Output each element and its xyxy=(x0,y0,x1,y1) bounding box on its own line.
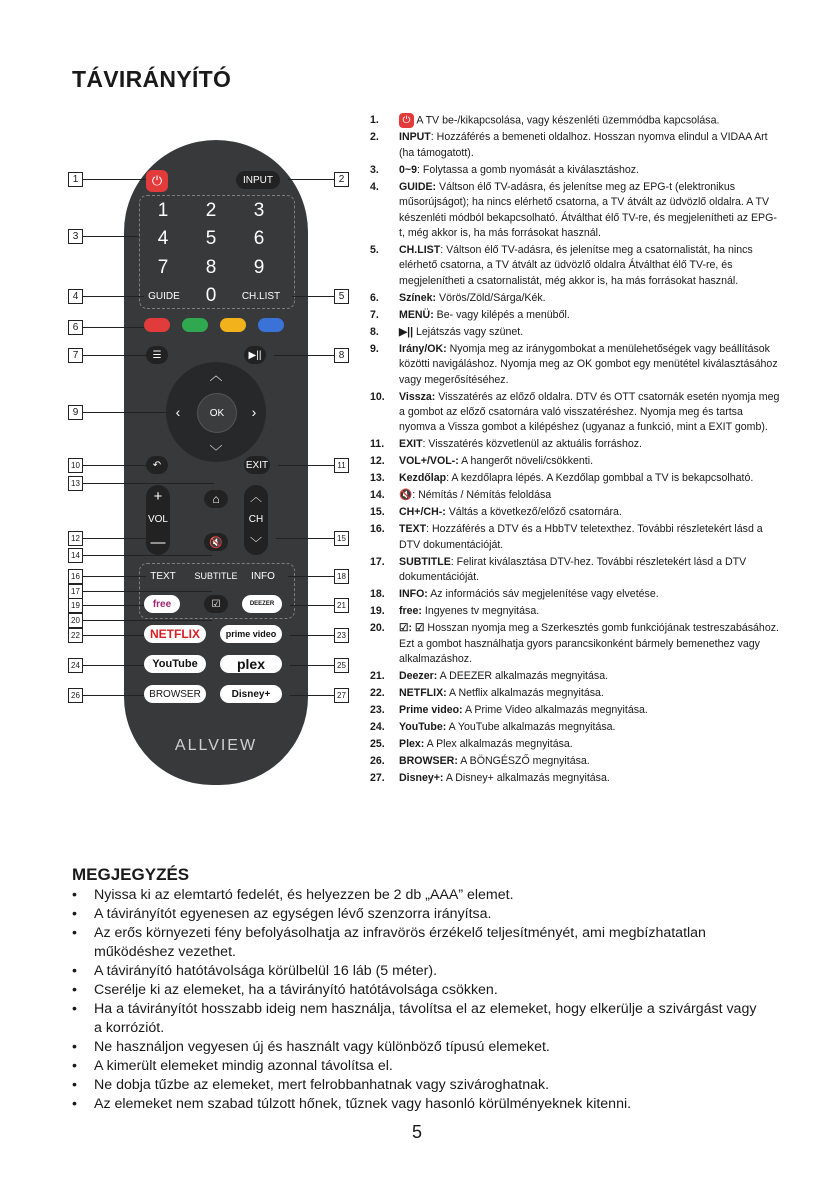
callout-1: 1 xyxy=(68,172,83,187)
callout-line xyxy=(82,179,146,180)
note-text: Ha a távirányítót hosszabb ideig nem használja, távolítsa el az elemeket, hogy elkerülje a szivárgást vagy a korróziót. xyxy=(94,1001,757,1036)
callout-6: 6 xyxy=(68,320,83,335)
prime-button: prime video xyxy=(220,625,282,643)
callout-22: 22 xyxy=(68,628,83,643)
item-label: Irány/OK: xyxy=(399,342,447,355)
item-number: 16. xyxy=(370,523,385,536)
list-item xyxy=(370,454,780,469)
bullet-icon: • xyxy=(72,1001,77,1017)
play-pause-icon: ▶|| xyxy=(244,346,266,364)
note-text: A távirányítót egyenesen az egységen lévő szenzorra irányítsa. xyxy=(94,906,492,922)
callout-line xyxy=(274,355,334,356)
callout-line xyxy=(82,296,144,297)
callout-13: 13 xyxy=(68,476,83,491)
list-item xyxy=(370,771,780,786)
list-item xyxy=(370,505,780,520)
callout-line xyxy=(276,538,334,539)
list-item xyxy=(370,390,780,436)
key-5: 5 xyxy=(205,228,217,249)
item-label: EXIT xyxy=(399,438,423,451)
item-text xyxy=(399,291,780,306)
item-description: A YouTube alkalmazás megnyitása. xyxy=(446,720,616,733)
key-0: 0 xyxy=(205,285,217,306)
page-title: TÁVIRÁNYÍTÓ xyxy=(72,66,232,92)
item-text xyxy=(399,720,780,735)
item-description: Be- vagy kilépés a menüből. xyxy=(433,308,570,321)
item-description: A Plex alkalmazás megnyitása. xyxy=(424,737,573,750)
callout-9: 9 xyxy=(68,405,83,420)
note-item xyxy=(72,905,762,924)
note-item xyxy=(72,1076,762,1095)
item-label: NETFLIX: xyxy=(399,686,447,699)
callout-5: 5 xyxy=(334,289,349,304)
item-number: 23. xyxy=(370,703,385,716)
callout-2: 2 xyxy=(334,172,349,187)
list-item xyxy=(370,113,780,129)
callout-line xyxy=(82,355,146,356)
note-text: Ne használjon vegyesen új és használt vagy különböző típusú elemeket. xyxy=(94,1039,550,1055)
item-text xyxy=(399,390,780,436)
item-label: INPUT xyxy=(399,131,431,144)
list-item xyxy=(370,737,780,752)
item-label: Vissza: xyxy=(399,390,436,403)
item-text xyxy=(399,325,780,340)
item-text xyxy=(399,754,780,769)
list-item xyxy=(370,471,780,486)
page-number: 5 xyxy=(412,1122,423,1142)
callout-line xyxy=(82,538,146,539)
item-number: 14. xyxy=(370,489,385,502)
item-number: 17. xyxy=(370,555,385,568)
callout-12: 12 xyxy=(68,531,83,546)
callout-19: 19 xyxy=(68,598,83,613)
item-text xyxy=(399,471,780,486)
left-arrow-icon: ‹ xyxy=(175,404,181,420)
item-label: Disney+: xyxy=(399,771,444,784)
callout-4: 4 xyxy=(68,289,83,304)
green-key xyxy=(182,318,208,332)
item-number: 7. xyxy=(370,308,379,321)
item-number: 21. xyxy=(370,669,385,682)
item-description: A DEEZER alkalmazás megnyitása. xyxy=(437,669,609,682)
power-icon: ⏻ xyxy=(399,113,414,128)
ok-button: OK xyxy=(197,393,237,433)
note-item xyxy=(72,1038,762,1057)
callout-25: 25 xyxy=(334,658,349,673)
menu-icon: ☰ xyxy=(146,346,168,364)
item-number: 1. xyxy=(370,114,379,126)
list-item xyxy=(370,587,780,602)
list-item xyxy=(370,130,780,161)
item-text xyxy=(399,180,780,242)
item-label: INFO: xyxy=(399,588,428,601)
item-number: 18. xyxy=(370,588,385,601)
item-label: CH.LIST xyxy=(399,243,441,256)
deezer-button: DEEZER xyxy=(242,595,282,613)
disney-button: Disney+ xyxy=(220,685,282,703)
item-label: Deezer: xyxy=(399,669,438,682)
item-label: Plex: xyxy=(399,737,425,750)
item-text xyxy=(399,243,780,289)
list-item xyxy=(370,703,780,718)
note-text: Ne dobja tűzbe az elemeket, mert felrobbanhatnak vagy szivároghatnak. xyxy=(94,1077,550,1093)
notes-list xyxy=(72,886,762,1114)
item-number: 8. xyxy=(370,325,379,338)
item-label: Színek: xyxy=(399,291,437,304)
item-number: 2. xyxy=(370,131,379,144)
callout-20: 20 xyxy=(68,613,83,628)
bullet-icon: • xyxy=(72,1058,77,1074)
list-item xyxy=(370,180,780,242)
item-number: 24. xyxy=(370,720,385,733)
item-text xyxy=(399,771,780,786)
mute-icon: 🔇 xyxy=(204,533,228,551)
item-label: 0~9 xyxy=(399,163,417,176)
item-label: TEXT xyxy=(399,523,427,536)
item-text xyxy=(399,163,780,178)
item-description: Hosszan nyomja meg a Szerkesztés gomb funkciójának testreszabásához. Ezt a gombot használhatja gyors parancsikonként bármely bemenethez vagy alkalmazáshoz. xyxy=(399,622,779,665)
ch-label: CH xyxy=(248,513,264,525)
item-label: VOL+/VOL-: xyxy=(399,455,459,468)
callout-line xyxy=(82,555,212,556)
list-item xyxy=(370,325,780,340)
item-description: : Némítás / Némítás feloldása xyxy=(412,489,552,502)
item-text xyxy=(399,113,780,129)
bullet-icon: • xyxy=(72,1039,77,1055)
callout-7: 7 xyxy=(68,348,83,363)
item-text xyxy=(399,488,780,503)
item-number: 12. xyxy=(370,455,385,468)
callout-line xyxy=(290,635,334,636)
item-number: 25. xyxy=(370,737,385,750)
vol-label: VOL xyxy=(147,513,168,525)
callout-11: 11 xyxy=(334,458,349,473)
item-label: BROWSER: xyxy=(399,754,458,767)
callout-3: 3 xyxy=(68,229,83,244)
power-button: ⏻ xyxy=(146,170,168,192)
item-description: A Prime Video alkalmazás megnyitása. xyxy=(462,703,648,716)
callout-24: 24 xyxy=(68,658,83,673)
item-description: Váltás a következő/előző csatornára. xyxy=(445,506,622,519)
callout-17: 17 xyxy=(68,584,83,599)
item-label: MENÜ: xyxy=(399,308,434,321)
guide-button: GUIDE xyxy=(148,290,180,302)
ch-up-icon: ︿ xyxy=(249,489,262,504)
item-text xyxy=(399,703,780,718)
list-item xyxy=(370,604,780,619)
callout-line xyxy=(82,665,144,666)
callout-23: 23 xyxy=(334,628,349,643)
down-arrow-icon: ﹀ xyxy=(209,443,223,459)
item-number: 15. xyxy=(370,506,385,519)
youtube-button: YouTube xyxy=(144,655,206,673)
bullet-icon: • xyxy=(72,1096,77,1112)
remote-illustration xyxy=(66,140,366,790)
free-button: free xyxy=(144,595,180,613)
list-item xyxy=(370,437,780,452)
item-description: : Váltson élő TV-adásra, és jelenítse meg a csatornalistát, ha nincs elérhető csatorna, a TV átvált az üdvözlő oldalra Átválthat élő TV-re, és megjelenítheti a csatornalistát, még akkor is, ha más forrásokat használ. xyxy=(399,243,753,287)
item-number: 11. xyxy=(370,438,385,451)
callout-14: 14 xyxy=(68,548,83,563)
remote-body xyxy=(124,140,308,785)
key-6: 6 xyxy=(253,228,265,249)
note-text: A kimerült elemeket mindig azonnal távolítsa el. xyxy=(94,1058,393,1074)
text-button: TEXT xyxy=(150,570,176,582)
item-description: A BÖNGÉSZŐ megnyitása. xyxy=(457,754,590,767)
callout-line xyxy=(292,296,334,297)
list-item xyxy=(370,669,780,684)
home-icon: ⌂ xyxy=(204,490,228,508)
item-label: Kezdőlap xyxy=(399,472,447,485)
list-item xyxy=(370,308,780,323)
list-item xyxy=(370,522,780,553)
item-text xyxy=(399,604,780,619)
note-item xyxy=(72,962,762,981)
item-description: : A kezdőlapra lépés. A Kezdőlap gombbal a TV is bekapcsolható. xyxy=(446,472,754,485)
note-text: Nyissa ki az elemtartó fedelét, és helyezzen be 2 db „AAA” elemet. xyxy=(94,887,514,903)
info-button: INFO xyxy=(251,570,275,582)
item-text xyxy=(399,130,780,161)
callout-15: 15 xyxy=(334,531,349,546)
note-text: Az erős környezeti fény befolyásolhatja az infravörös érzékelő teljesítményét, ami megbízhatatlan működéshez vezethet. xyxy=(94,925,706,960)
item-number: 27. xyxy=(370,771,385,784)
note-item xyxy=(72,1057,762,1076)
function-list xyxy=(370,113,780,788)
item-text xyxy=(399,437,780,452)
vol-minus-icon: — xyxy=(150,533,166,551)
exit-button: EXIT xyxy=(244,456,270,474)
note-item xyxy=(72,981,762,1000)
vol-plus-icon: + xyxy=(153,487,163,505)
callout-line xyxy=(82,591,212,592)
note-item xyxy=(72,1000,762,1038)
netflix-button: NETFLIX xyxy=(144,625,206,643)
list-item xyxy=(370,555,780,586)
key-8: 8 xyxy=(205,257,217,278)
callout-18: 18 xyxy=(334,569,349,584)
item-text xyxy=(399,621,780,667)
callout-26: 26 xyxy=(68,688,83,703)
callout-line xyxy=(288,179,334,180)
callout-line xyxy=(82,620,212,621)
item-number: 9. xyxy=(370,342,379,355)
item-number: 26. xyxy=(370,754,385,767)
item-description: : Folytassa a gomb nyomását a kiválasztáshoz. xyxy=(416,163,639,176)
item-text xyxy=(399,454,780,469)
item-description: : Felirat kiválasztása DTV-hez. További részletekért lásd a DTV dokumentációját. xyxy=(399,555,747,584)
item-label: ☑: ☑ xyxy=(399,622,425,635)
item-description: : Visszatérés közvetlenül az aktuális forráshoz. xyxy=(422,438,642,451)
item-description: Ingyenes tv megnyitása. xyxy=(421,605,540,618)
bullet-icon: • xyxy=(72,963,77,979)
item-label: YouTube: xyxy=(399,720,447,733)
item-description: Váltson élő TV-adásra, és jelenítse meg az EPG-t (elektronikus műsorújságot); ha nincs elérhető csatorna, a TV átvált az üdvözlő oldalra. A TV készenléti módból bekapcsolható. Átválthat élő TV-re, és megjelenítheti az EPG-t, még akkor is, ha más forrásokat használ. xyxy=(399,180,777,239)
note-item xyxy=(72,886,762,905)
callout-line xyxy=(288,576,334,577)
callout-line xyxy=(82,327,144,328)
back-icon: ↶ xyxy=(146,456,168,474)
item-description: A Disney+ alkalmazás megnyitása. xyxy=(443,771,610,784)
callout-line xyxy=(290,665,334,666)
callout-line xyxy=(290,605,334,606)
callout-line xyxy=(82,695,144,696)
list-item xyxy=(370,720,780,735)
callout-line xyxy=(82,483,214,484)
callout-line xyxy=(278,465,334,466)
item-number: 4. xyxy=(370,180,379,193)
note-text: A távirányító hatótávolsága körülbelül 16 láb (5 méter). xyxy=(94,963,438,979)
key-3: 3 xyxy=(253,200,265,221)
list-item xyxy=(370,621,780,667)
item-number: 10. xyxy=(370,390,385,403)
key-7: 7 xyxy=(157,257,169,278)
item-label: ▶|| xyxy=(399,325,414,338)
callout-line xyxy=(290,695,334,696)
ch-down-icon: ﹀ xyxy=(249,535,262,550)
item-description: Lejátszás vagy szünet. xyxy=(413,325,524,338)
item-number: 19. xyxy=(370,605,385,618)
callout-27: 27 xyxy=(334,688,349,703)
edit-icon: ☑ xyxy=(204,595,228,613)
note-text: Az elemeket nem szabad túlzott hőnek, tűznek vagy hasonló körülményeknek kitenni. xyxy=(94,1096,632,1112)
list-item xyxy=(370,163,780,178)
callout-line xyxy=(82,576,146,577)
list-item xyxy=(370,243,780,289)
key-4: 4 xyxy=(157,228,169,249)
bullet-icon: • xyxy=(72,906,77,922)
bullet-icon: • xyxy=(72,925,77,941)
plex-button: plex xyxy=(220,655,282,673)
callout-line xyxy=(82,412,170,413)
list-item xyxy=(370,342,780,388)
callout-line xyxy=(82,635,144,636)
chlist-button: CH.LIST xyxy=(241,290,281,302)
list-item xyxy=(370,488,780,503)
key-9: 9 xyxy=(253,257,265,278)
bullet-icon: • xyxy=(72,887,77,903)
item-number: 5. xyxy=(370,243,379,256)
callout-21: 21 xyxy=(334,598,349,613)
item-number: 22. xyxy=(370,686,385,699)
item-text xyxy=(399,505,780,520)
browser-button: BROWSER xyxy=(144,685,206,703)
callout-line xyxy=(82,236,139,237)
note-item xyxy=(72,924,762,962)
item-text xyxy=(399,308,780,323)
item-description: A TV be-/kikapcsolása, vagy készenléti üzemmódba kapcsolása. xyxy=(414,114,720,127)
key-2: 2 xyxy=(205,200,217,221)
callout-8: 8 xyxy=(334,348,349,363)
up-arrow-icon: ︿ xyxy=(209,367,223,383)
callout-16: 16 xyxy=(68,569,83,584)
notes-title: MEGJEGYZÉS xyxy=(72,865,190,884)
item-label: Prime video: xyxy=(399,703,463,716)
item-text xyxy=(399,686,780,701)
item-label: GUIDE: xyxy=(399,180,437,193)
callout-10: 10 xyxy=(68,458,83,473)
item-text xyxy=(399,555,780,586)
list-item xyxy=(370,754,780,769)
bullet-icon: • xyxy=(72,982,77,998)
item-number: 3. xyxy=(370,163,379,176)
item-description: : Hozzáférés a DTV és a HbbTV teletexthez. További részletekért lásd a DTV dokumentációját. xyxy=(399,523,763,551)
bullet-icon: • xyxy=(72,1077,77,1093)
item-number: 20. xyxy=(370,622,385,635)
list-item xyxy=(370,291,780,306)
item-text xyxy=(399,342,780,388)
blue-key xyxy=(258,318,284,332)
item-text xyxy=(399,522,780,553)
item-description: A hangerőt növeli/csökkenti. xyxy=(458,455,594,468)
item-description: Visszatérés az előző oldalra. DTV és OTT csatornák esetén nyomja meg a gombot az előző csatornára való visszatéréshez. Nyomja meg és tartsa nyomva a Vissza gombot a kilépéshez (ugyanaz a funkció, mint a EXIT gomb). xyxy=(399,390,780,434)
note-item xyxy=(72,1095,762,1114)
item-label: 🔇 xyxy=(399,489,413,502)
item-text xyxy=(399,669,780,684)
subtitle-button: SUBTITLE xyxy=(194,571,238,581)
item-description: Nyomja meg az iránygombokat a menülehetőségek vagy beállítások közötti navigáláshoz. Nyomja meg az OK gombot egy menütétel kiválasztásához vagy megerősítéséhez. xyxy=(399,342,778,386)
item-label: free: xyxy=(399,605,422,618)
item-text xyxy=(399,587,780,602)
item-number: 13. xyxy=(370,472,385,485)
input-button: INPUT xyxy=(236,171,280,189)
item-description: A Netflix alkalmazás megnyitása. xyxy=(446,686,604,699)
right-arrow-icon: › xyxy=(251,404,257,420)
yellow-key xyxy=(220,318,246,332)
item-description: Az információs sáv megjelenítése vagy elvetése. xyxy=(427,588,659,601)
item-number: 6. xyxy=(370,291,379,304)
note-text: Cserélje ki az elemeket, ha a távirányító hatótávolsága csökken. xyxy=(94,982,498,998)
callout-line xyxy=(82,465,146,466)
list-item xyxy=(370,686,780,701)
red-key xyxy=(144,318,170,332)
item-text xyxy=(399,737,780,752)
key-1: 1 xyxy=(157,200,169,221)
item-label: SUBTITLE xyxy=(399,555,451,568)
callout-line xyxy=(82,605,144,606)
item-description: Vörös/Zöld/Sárga/Kék. xyxy=(436,291,546,304)
brand-logo: ALLVIEW xyxy=(174,737,258,754)
item-description: : Hozzáférés a bemeneti oldalhoz. Hosszan nyomva elindul a VIDAA Art (ha támogatott). xyxy=(399,131,768,159)
item-label: CH+/CH-: xyxy=(399,506,446,519)
